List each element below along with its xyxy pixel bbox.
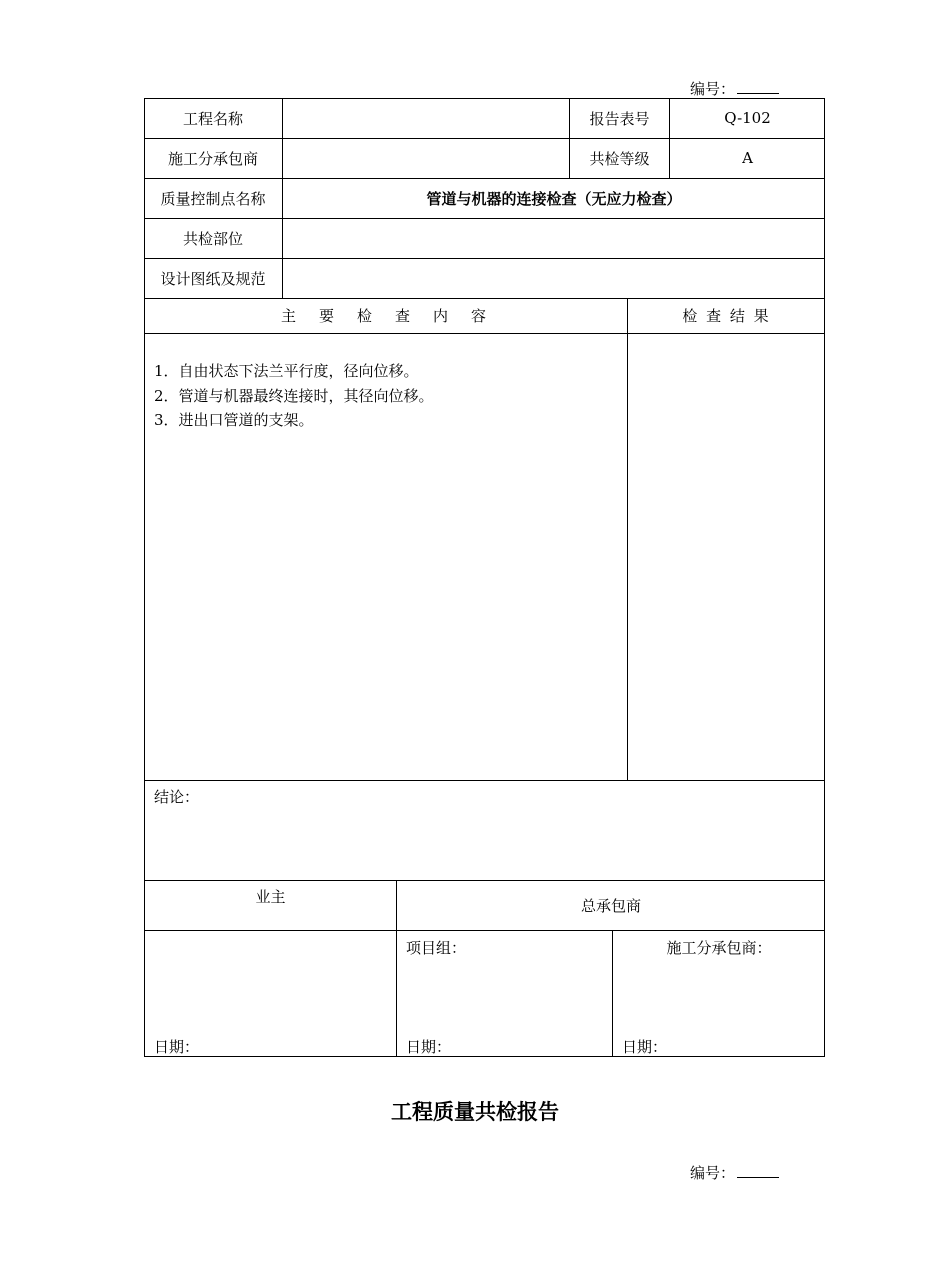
team-date-label: 日期： bbox=[406, 1038, 452, 1056]
serial-number-top bbox=[690, 78, 779, 99]
report-no-value: Q-102 bbox=[724, 109, 771, 127]
serial-number-blank[interactable] bbox=[737, 1163, 779, 1178]
drawings-label: 设计图纸及规范 bbox=[160, 269, 266, 288]
row-divider bbox=[144, 780, 825, 781]
subcontractor-sign-label: 施工分承包商： bbox=[666, 939, 772, 957]
inspection-result-header: 检 查 结 果 bbox=[682, 307, 771, 325]
serial-number-label: 编号： bbox=[690, 80, 736, 98]
drawings-field[interactable] bbox=[283, 258, 825, 298]
conclusion-label: 结论： bbox=[154, 788, 200, 806]
owner-date-label: 日期： bbox=[154, 1038, 200, 1056]
serial-number-label: 编号： bbox=[690, 1164, 736, 1182]
subcontractor-field[interactable] bbox=[283, 138, 569, 178]
serial-number-bottom bbox=[690, 1162, 779, 1183]
report-no-label: 报告表号 bbox=[589, 109, 650, 128]
project-team-label: 项目组： bbox=[406, 939, 467, 957]
general-contractor-label: 总承包商 bbox=[580, 896, 641, 915]
row-divider bbox=[144, 930, 825, 931]
inspection-items-list bbox=[154, 359, 434, 433]
inspection-item: 2．管道与机器最终连接时，其径向位移。 bbox=[154, 386, 434, 405]
project-name-label: 工程名称 bbox=[182, 109, 243, 128]
inspection-item: 3．进出口管道的支架。 bbox=[154, 411, 314, 429]
inspection-item: 1．自由状态下法兰平行度，径向位移。 bbox=[154, 362, 419, 380]
conclusion-field[interactable] bbox=[145, 806, 824, 879]
subcontractor-date-label: 日期： bbox=[622, 1038, 668, 1056]
grade-label: 共检等级 bbox=[589, 149, 650, 168]
grade-value: A bbox=[742, 149, 753, 167]
form-title: 工程质量共检报告 bbox=[391, 1099, 559, 1124]
subcontractor-label: 施工分承包商 bbox=[167, 149, 258, 168]
inspection-content-header: 主 要 检 查 内 容 bbox=[280, 307, 490, 325]
project-name-field[interactable] bbox=[283, 98, 569, 138]
inspection-result-field[interactable] bbox=[628, 334, 824, 780]
location-label: 共检部位 bbox=[182, 229, 243, 248]
serial-number-blank[interactable] bbox=[737, 79, 779, 94]
location-field[interactable] bbox=[283, 218, 825, 258]
qc-point-value: 管道与机器的连接检查（无应力检查） bbox=[426, 189, 682, 208]
qc-point-label: 质量控制点名称 bbox=[160, 189, 266, 208]
owner-label: 业主 bbox=[255, 888, 286, 906]
